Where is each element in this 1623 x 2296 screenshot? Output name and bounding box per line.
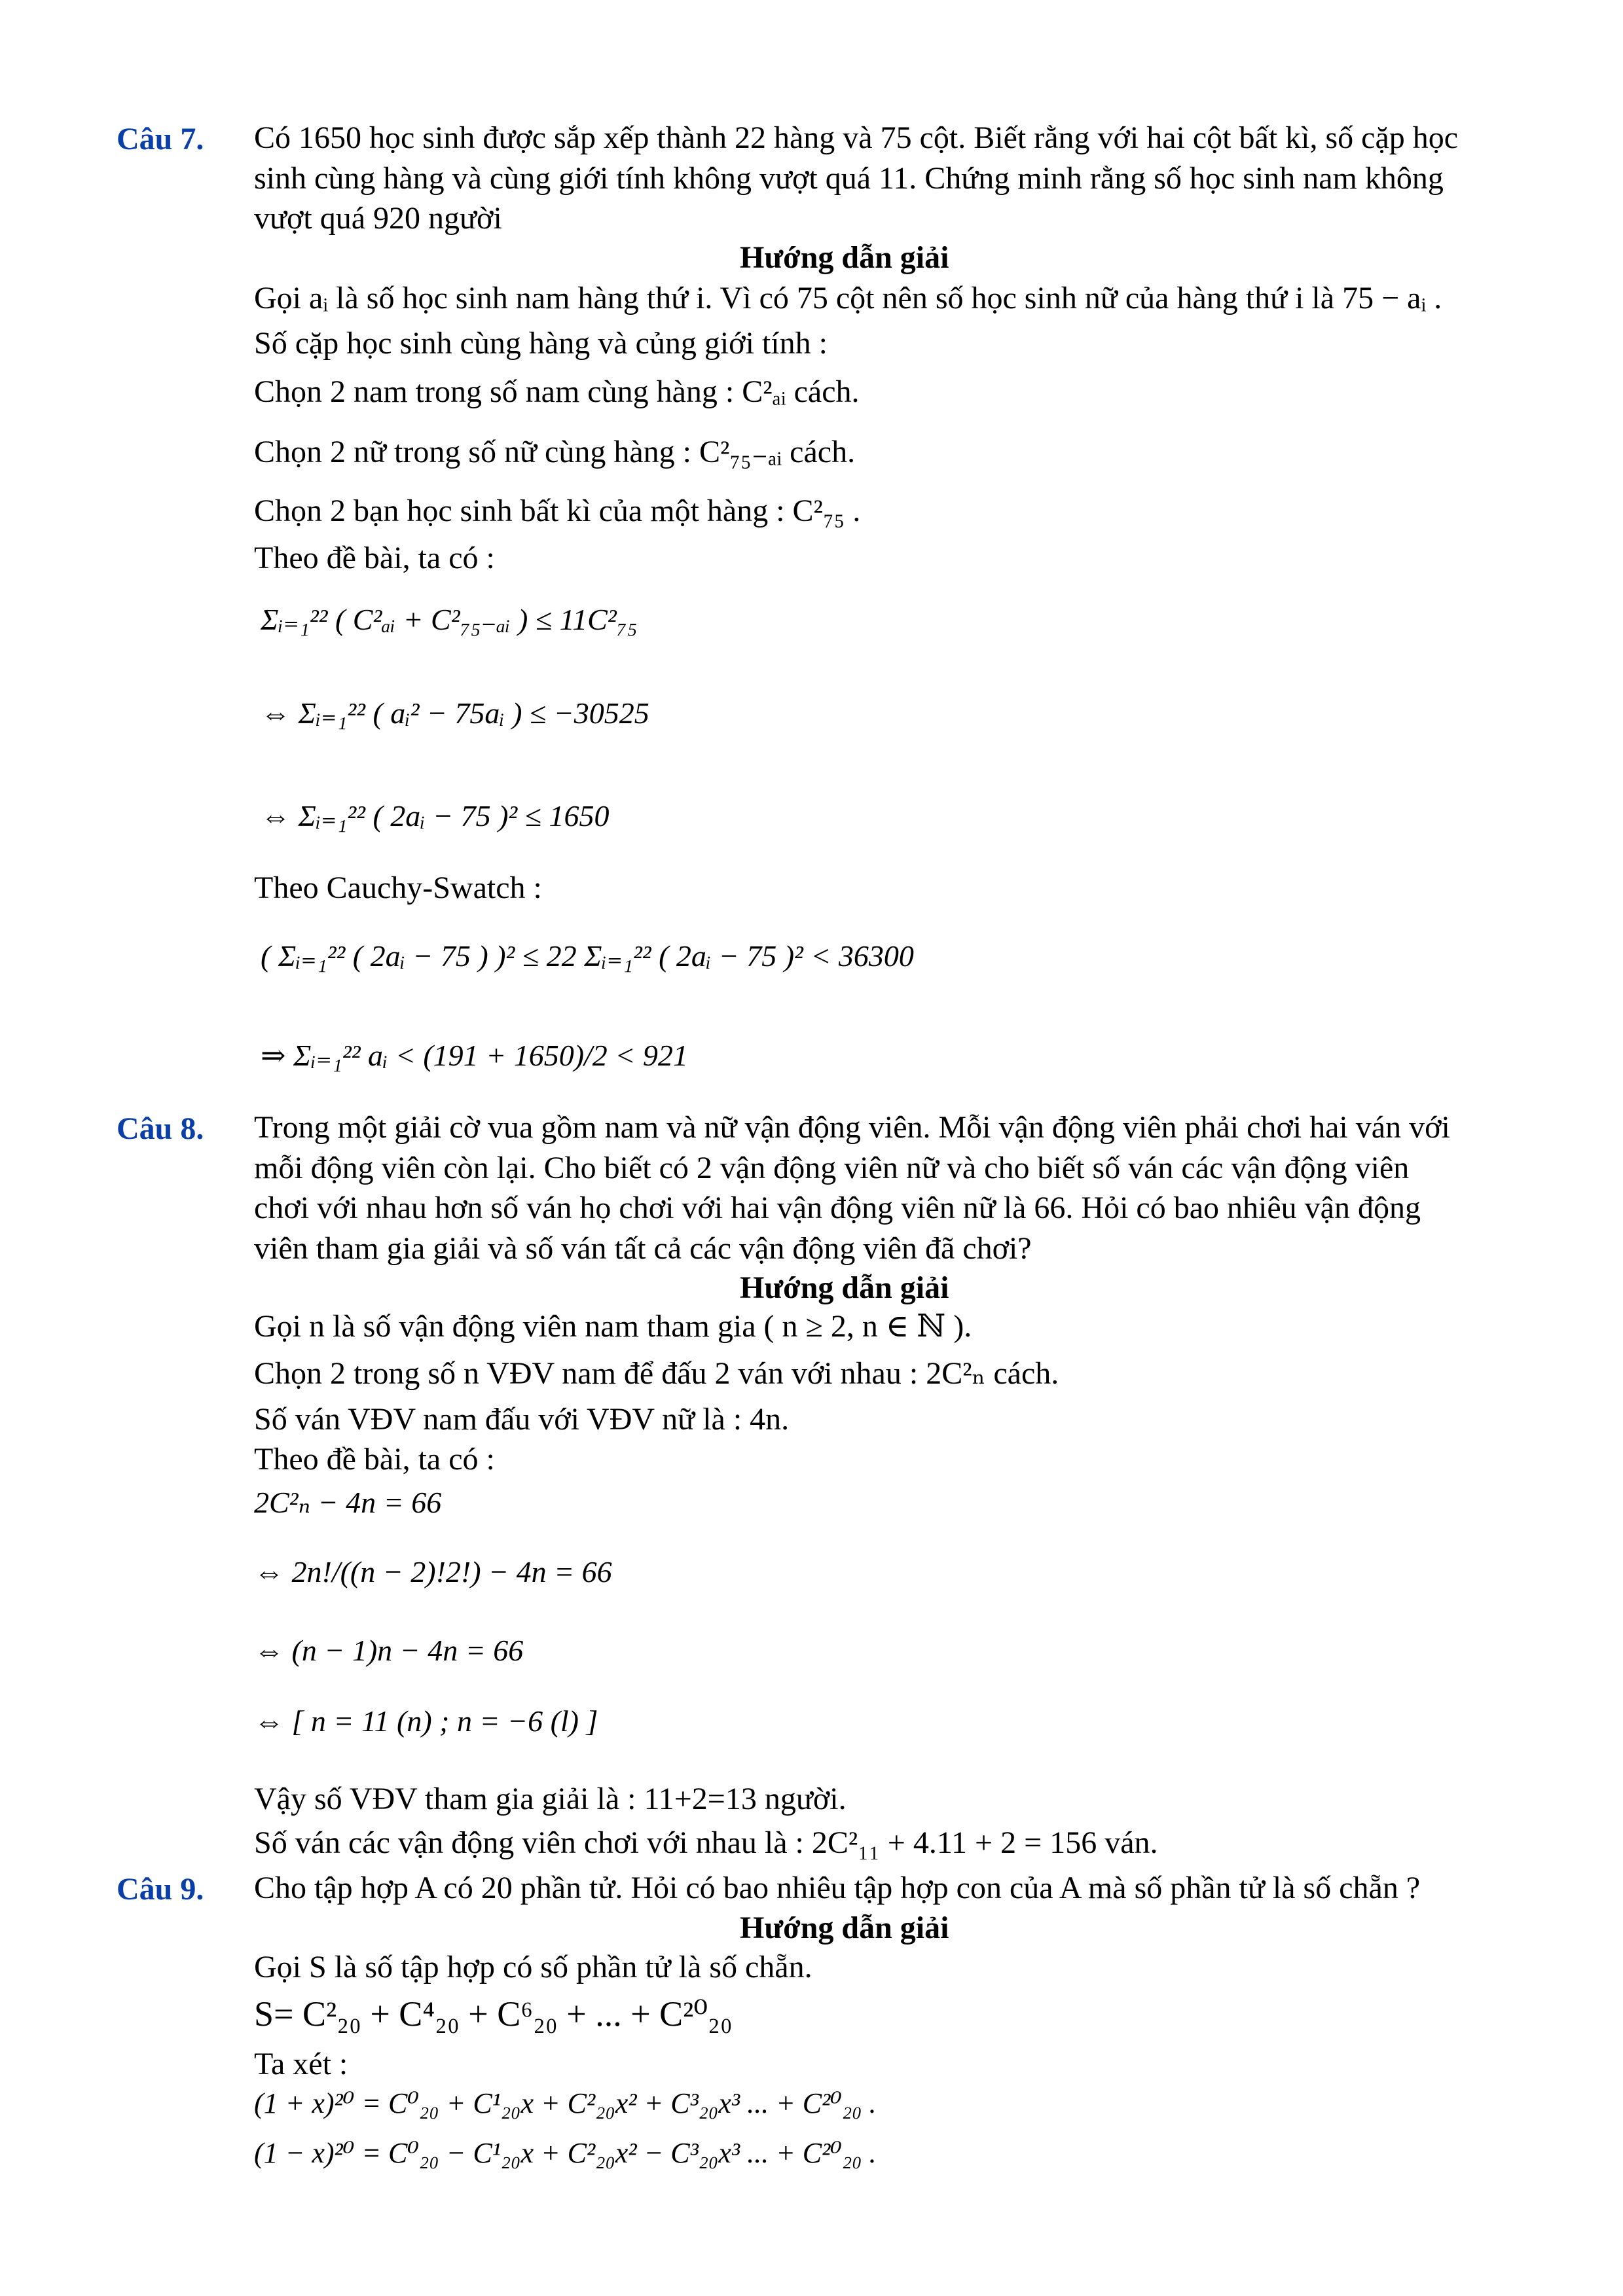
q7-line-6: Theo đề bài, ta có : bbox=[254, 541, 495, 575]
q7-line-4: Chọn 2 nữ trong số nữ cùng hàng : C²₇₅₋ₐᵢ cách. bbox=[254, 435, 856, 469]
q7-statement-line-1: Có 1650 học sinh được sắp xếp thành 22 hàng và 75 cột. Biết rằng với hai cột bất kì, số cặp học bbox=[254, 120, 1459, 155]
q9-math-1: (1 + x)²⁰ = C⁰₂₀ + C¹₂₀x + C²₂₀x² + C³₂₀x³ ... + C²⁰₂₀ . bbox=[254, 2087, 877, 2119]
q8-math-3: ⇔ (n − 1)n − 4n = 66 bbox=[254, 1634, 524, 1667]
q9-math-2: (1 − x)²⁰ = C⁰₂₀ − C¹₂₀x + C²₂₀x² − C³₂₀x³ ... + C²⁰₂₀ . bbox=[254, 2137, 877, 2169]
q8-solution-heading: Hướng dẫn giải bbox=[740, 1270, 949, 1305]
q7-math2-1: ( Σᵢ₌₁²² ( 2aᵢ − 75 ) )² ≤ 22 Σᵢ₌₁²² ( 2aᵢ − 75 )² < 36300 bbox=[261, 939, 914, 973]
q7-math-2: ⇔ Σᵢ₌₁²² ( aᵢ² − 75aᵢ ) ≤ −30525 bbox=[261, 696, 649, 730]
q7-line-1: Gọi aᵢ là số học sinh nam hàng thứ i. Vì có 75 cột nên số học sinh nữ của hàng thứ i là 75 − aᵢ . bbox=[254, 281, 1442, 315]
q8-conclusion-1: Vậy số VĐV tham gia giải là : 11+2=13 người. bbox=[254, 1782, 847, 1816]
q9-line-1: Gọi S là số tập hợp có số phần tử là số chẵn. bbox=[254, 1950, 812, 1984]
q8-math-4: ⇔ [ n = 11 (n) ; n = −6 (l) ] bbox=[254, 1704, 598, 1738]
q8-math-1: 2C²ₙ − 4n = 66 bbox=[254, 1486, 442, 1519]
q8-statement-line-4: viên tham gia giải và số ván tất cả các vận động viên đã chơi? bbox=[254, 1231, 1032, 1266]
q8-conclusion-2: Số ván các vận động viên chơi với nhau là : 2C²₁₁ + 4.11 + 2 = 156 ván. bbox=[254, 1825, 1158, 1860]
q7-label: Câu 7. bbox=[117, 122, 204, 156]
q8-label: Câu 8. bbox=[117, 1111, 204, 1146]
q8-math-2: ⇔ 2n!/((n − 2)!2!) − 4n = 66 bbox=[254, 1555, 612, 1588]
q7-solution-heading: Hướng dẫn giải bbox=[740, 240, 949, 275]
q8-line-4: Theo đề bài, ta có : bbox=[254, 1442, 495, 1477]
q7-line-2: Số cặp học sinh cùng hàng và củng giới tính : bbox=[254, 326, 828, 361]
q7-statement-line-2: sinh cùng hàng và cùng giới tính không vượt quá 11. Chứng minh rằng số học sinh nam không bbox=[254, 161, 1444, 196]
q8-line-2: Chọn 2 trong số n VĐV nam để đấu 2 ván với nhau : 2C²ₙ cách. bbox=[254, 1356, 1059, 1391]
q8-statement-line-1: Trong một giải cờ vua gồm nam và nữ vận động viên. Mỗi vận động viên phải chơi hai ván với bbox=[254, 1110, 1450, 1145]
q9-line-3: Ta xét : bbox=[254, 2047, 348, 2081]
q9-label: Câu 9. bbox=[117, 1872, 204, 1907]
q9-solution-heading: Hướng dẫn giải bbox=[740, 1910, 949, 1945]
q7-statement-line-3: vượt quá 920 người bbox=[254, 201, 502, 236]
q8-line-3: Số ván VĐV nam đấu với VĐV nữ là : 4n. bbox=[254, 1402, 790, 1437]
q7-line-3: Chọn 2 nam trong số nam cùng hàng : C²ₐᵢ cách. bbox=[254, 374, 860, 409]
q9-line-2: S= C²₂₀ + C⁴₂₀ + C⁶₂₀ + ... + C²⁰₂₀ bbox=[254, 1994, 733, 2034]
q7-cauchy-label: Theo Cauchy-Swatch : bbox=[254, 870, 542, 905]
q8-statement-line-2: mỗi động viên còn lại. Cho biết có 2 vận động viên nữ và cho biết số ván các vận động viên bbox=[254, 1151, 1410, 1185]
q8-statement-line-3: chơi với nhau hơn số ván họ chơi với hai vận động viên nữ là 66. Hỏi có bao nhiêu vận động bbox=[254, 1191, 1421, 1225]
q7-math-1: Σᵢ₌₁²² ( C²ₐᵢ + C²₇₅₋ₐᵢ ) ≤ 11C²₇₅ bbox=[261, 603, 638, 636]
q9-statement-line-1: Cho tập hợp A có 20 phần tử. Hỏi có bao nhiêu tập hợp con của A mà số phần tử là số chẵn ? bbox=[254, 1871, 1421, 1905]
q7-math-3: ⇔ Σᵢ₌₁²² ( 2aᵢ − 75 )² ≤ 1650 bbox=[261, 799, 610, 833]
q7-line-5: Chọn 2 bạn học sinh bất kì của một hàng : C²₇₅ . bbox=[254, 493, 861, 528]
q8-line-1: Gọi n là số vận động viên nam tham gia ( n ≥ 2, n ∈ ℕ ). bbox=[254, 1309, 972, 1344]
q7-math2-2: ⇒ Σᵢ₌₁²² aᵢ < (191 + 1650)/2 < 921 bbox=[261, 1039, 688, 1072]
